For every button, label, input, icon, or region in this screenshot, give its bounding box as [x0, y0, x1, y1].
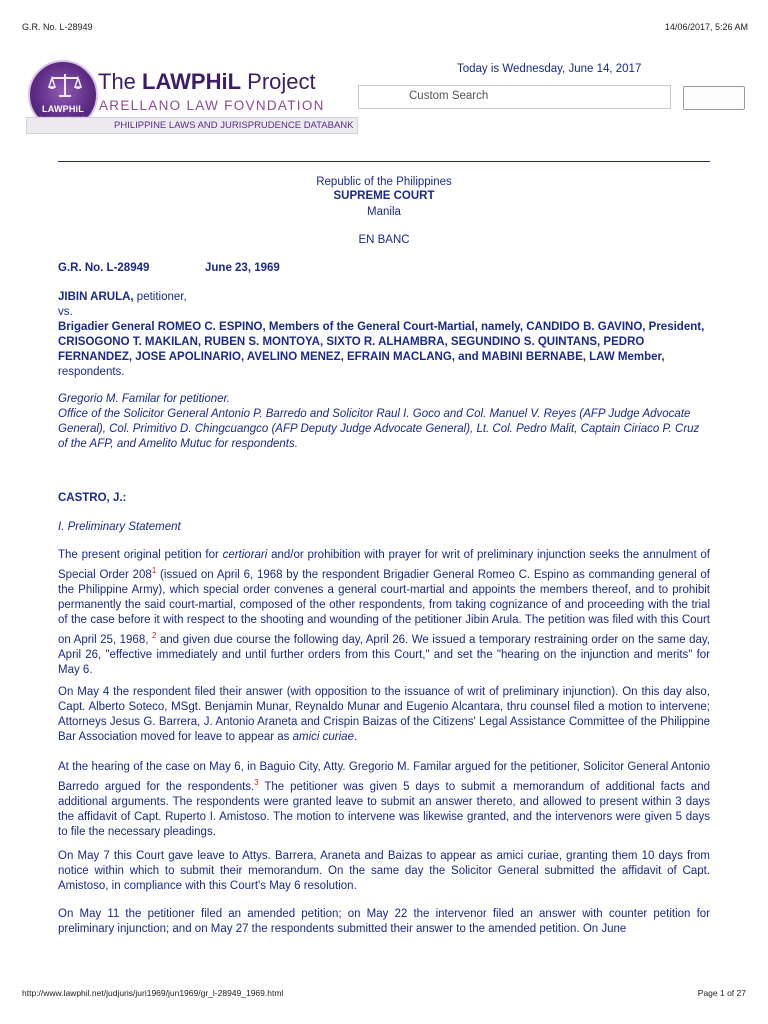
court-city: Manila [367, 206, 401, 218]
site-title-bold: LAWPHiL [142, 69, 242, 94]
search-placeholder: Custom Search [409, 90, 489, 102]
paragraph-1 [58, 548, 710, 678]
search-button[interactable] [683, 86, 745, 110]
petitioner-line [58, 290, 710, 305]
parties-block [58, 290, 710, 380]
seal-word: LAWPHiL [42, 104, 84, 114]
databank-banner: PHILIPPINE LAWS AND JURISPRUDENCE DATABANK [26, 117, 358, 134]
lawphil-logo[interactable] [24, 57, 358, 137]
court-division: EN BANC [358, 234, 410, 246]
case-number: G.R. No. L-28949 [58, 262, 150, 274]
ponente: CASTRO, J.: [58, 492, 127, 504]
paragraph-3 [58, 760, 710, 840]
footnote-1-link[interactable]: 1 [151, 566, 157, 575]
case-line [58, 262, 280, 274]
print-header-datetime: 14/06/2017, 5:26 AM [664, 22, 748, 32]
p3-text-b: The petitioner was given 5 days to submit a memorandum of additional facts and additional arguments. The respondents were granted leave to submit an answer thereto, and allowed to present within 3 days the affidavit of Capt. Ruperto I. Amistoso. The motion to intervene was likewise granted, and the intervenors were given 5 days to file the necessary pleadings. [58, 781, 710, 838]
p1-text-a: The present original petition for [58, 549, 223, 561]
section-heading: I. Preliminary Statement [58, 521, 181, 533]
petitioner-role: petitioner, [133, 291, 187, 303]
p2-amici: amici curiae [292, 731, 354, 743]
site-title [98, 69, 316, 95]
paragraph-5: On May 11 the petitioner filed an amended petition; on May 22 the intervenor filed an answer with counter petition for preliminary injunction; and on May 27 the respondents submitted their answer to the amended petition. On June [58, 908, 710, 935]
print-footer-page: Page 1 of 27 [697, 988, 746, 998]
site-title-prefix: The [98, 69, 143, 94]
versus: vs. [58, 306, 73, 318]
footnote-3-link[interactable]: 3 [254, 778, 259, 787]
today-date: Today is Wednesday, June 14, 2017 [457, 63, 642, 75]
counsel-petitioner: Gregorio M. Familar for petitioner. [58, 393, 231, 405]
p3-text-a: At the hearing of the case on May 6, in Baguio City, Atty. Gregorio M. Familar argued for the petitioner, Solicitor General Antonio Barredo argued for the respondents. [58, 761, 710, 793]
court-republic: Republic of the Philippines [316, 176, 452, 188]
p1-text-b: and/or prohibition with prayer for writ of preliminary injunction seeks the annulment of Special Order 208 [58, 549, 710, 581]
p2-text-b: . [353, 731, 358, 743]
footnote-2-link[interactable]: 2 [151, 631, 157, 640]
print-header-title: G.R. No. L-28949 [22, 22, 93, 32]
foundation-name: ARELLANO LAW FOVNDATION [99, 98, 325, 113]
case-date: June 23, 1969 [205, 262, 280, 274]
print-header [0, 0, 768, 40]
respondents-names: Brigadier General ROMEO C. ESPINO, Members of the General Court-Martial, namely, CANDIDO B. GAVINO, President, CRISOGONO T. MAKILAN, RUBEN S. MONTOYA, SIXTO R. ALHAMBRA, SEGUNDINO S. QUINTANS, PEDRO FERNANDEZ, JOSE APOLINARIO, AVELINO MENEZ, EFRAIN MACLANG, and MABINI BERNABE, LAW Member, [58, 321, 705, 363]
paragraph-4: On May 7 this Court gave leave to Attys. Barrera, Araneta and Baizas to appear as amici curiae, granting them 10 days from notice within which to submit their memorandum. On the same day the Solicitor General submitted the affidavit of Capt. Amistoso, in compliance with this Court's May 6 resolution. [58, 850, 710, 892]
header-divider [58, 161, 710, 162]
p1-text-d: and given due course the following day, April 26. We issued a temporary restraining order on the same day, April 26, "effective immediately and until further orders from this Court," and set the "hearing on the injunction and merits" for May 6. [58, 634, 710, 676]
p1-text-c: (issued on April 6, 1968 by the respondent Brigadier General Romeo C. Espino as commanding general of the Philippine Army), which special order convenes a general court-martial and appoints the members thereof, and to prohibit permanently the said court-martial, composed of the other respondents, from taking cognizance of and proceeding with the trial of the case before it with respect to the shooting and wounding of the petitioner Jibin Arula. The petition was filed with this Court on April 25, 1968, [58, 569, 710, 646]
scales-of-justice-icon [48, 72, 82, 98]
print-footer-url: http://www.lawphil.net/judjuris/juri1969/jun1969/gr_l-28949_1969.html [22, 988, 284, 998]
court-name: SUPREME COURT [333, 190, 435, 202]
search-input[interactable] [358, 85, 671, 109]
paragraph-2 [58, 685, 710, 745]
respondents-role: respondents. [58, 366, 125, 378]
p1-certiorari: certiorari [222, 549, 268, 561]
petitioner-name: JIBIN ARULA, [58, 291, 134, 303]
site-title-suffix: Project [241, 69, 316, 94]
respondents-line [58, 320, 710, 380]
p2-text-a: On May 4 the respondent filed their answer (with opposition to the issuance of writ of preliminary injunction). On this day also, Capt. Alberto Soteco, MSgt. Benjamin Munar, Reynaldo Munar and Eugenio Alcantara, thru counsel filed a motion to intervene; Attorneys Jesus G. Barrera, J. Antonio Araneta and Crispin Baizas of the Citizens' Legal Assistance Committee of the Philippine Bar Association moved for leave to appear as [58, 686, 710, 743]
counsel-block [58, 392, 710, 452]
counsel-respondents: Office of the Solicitor General Antonio P. Barredo and Solicitor Raul I. Goco and Col. Manuel V. Reyes (AFP Judge Advocate General), Col. Primitivo D. Chingcuangco (AFP Deputy Judge Advocate General), Lt. Col. Pedro Malit, Captain Ciriaco P. Cruz of the AFP, and Amelito Mutuc for respondents. [58, 408, 700, 450]
